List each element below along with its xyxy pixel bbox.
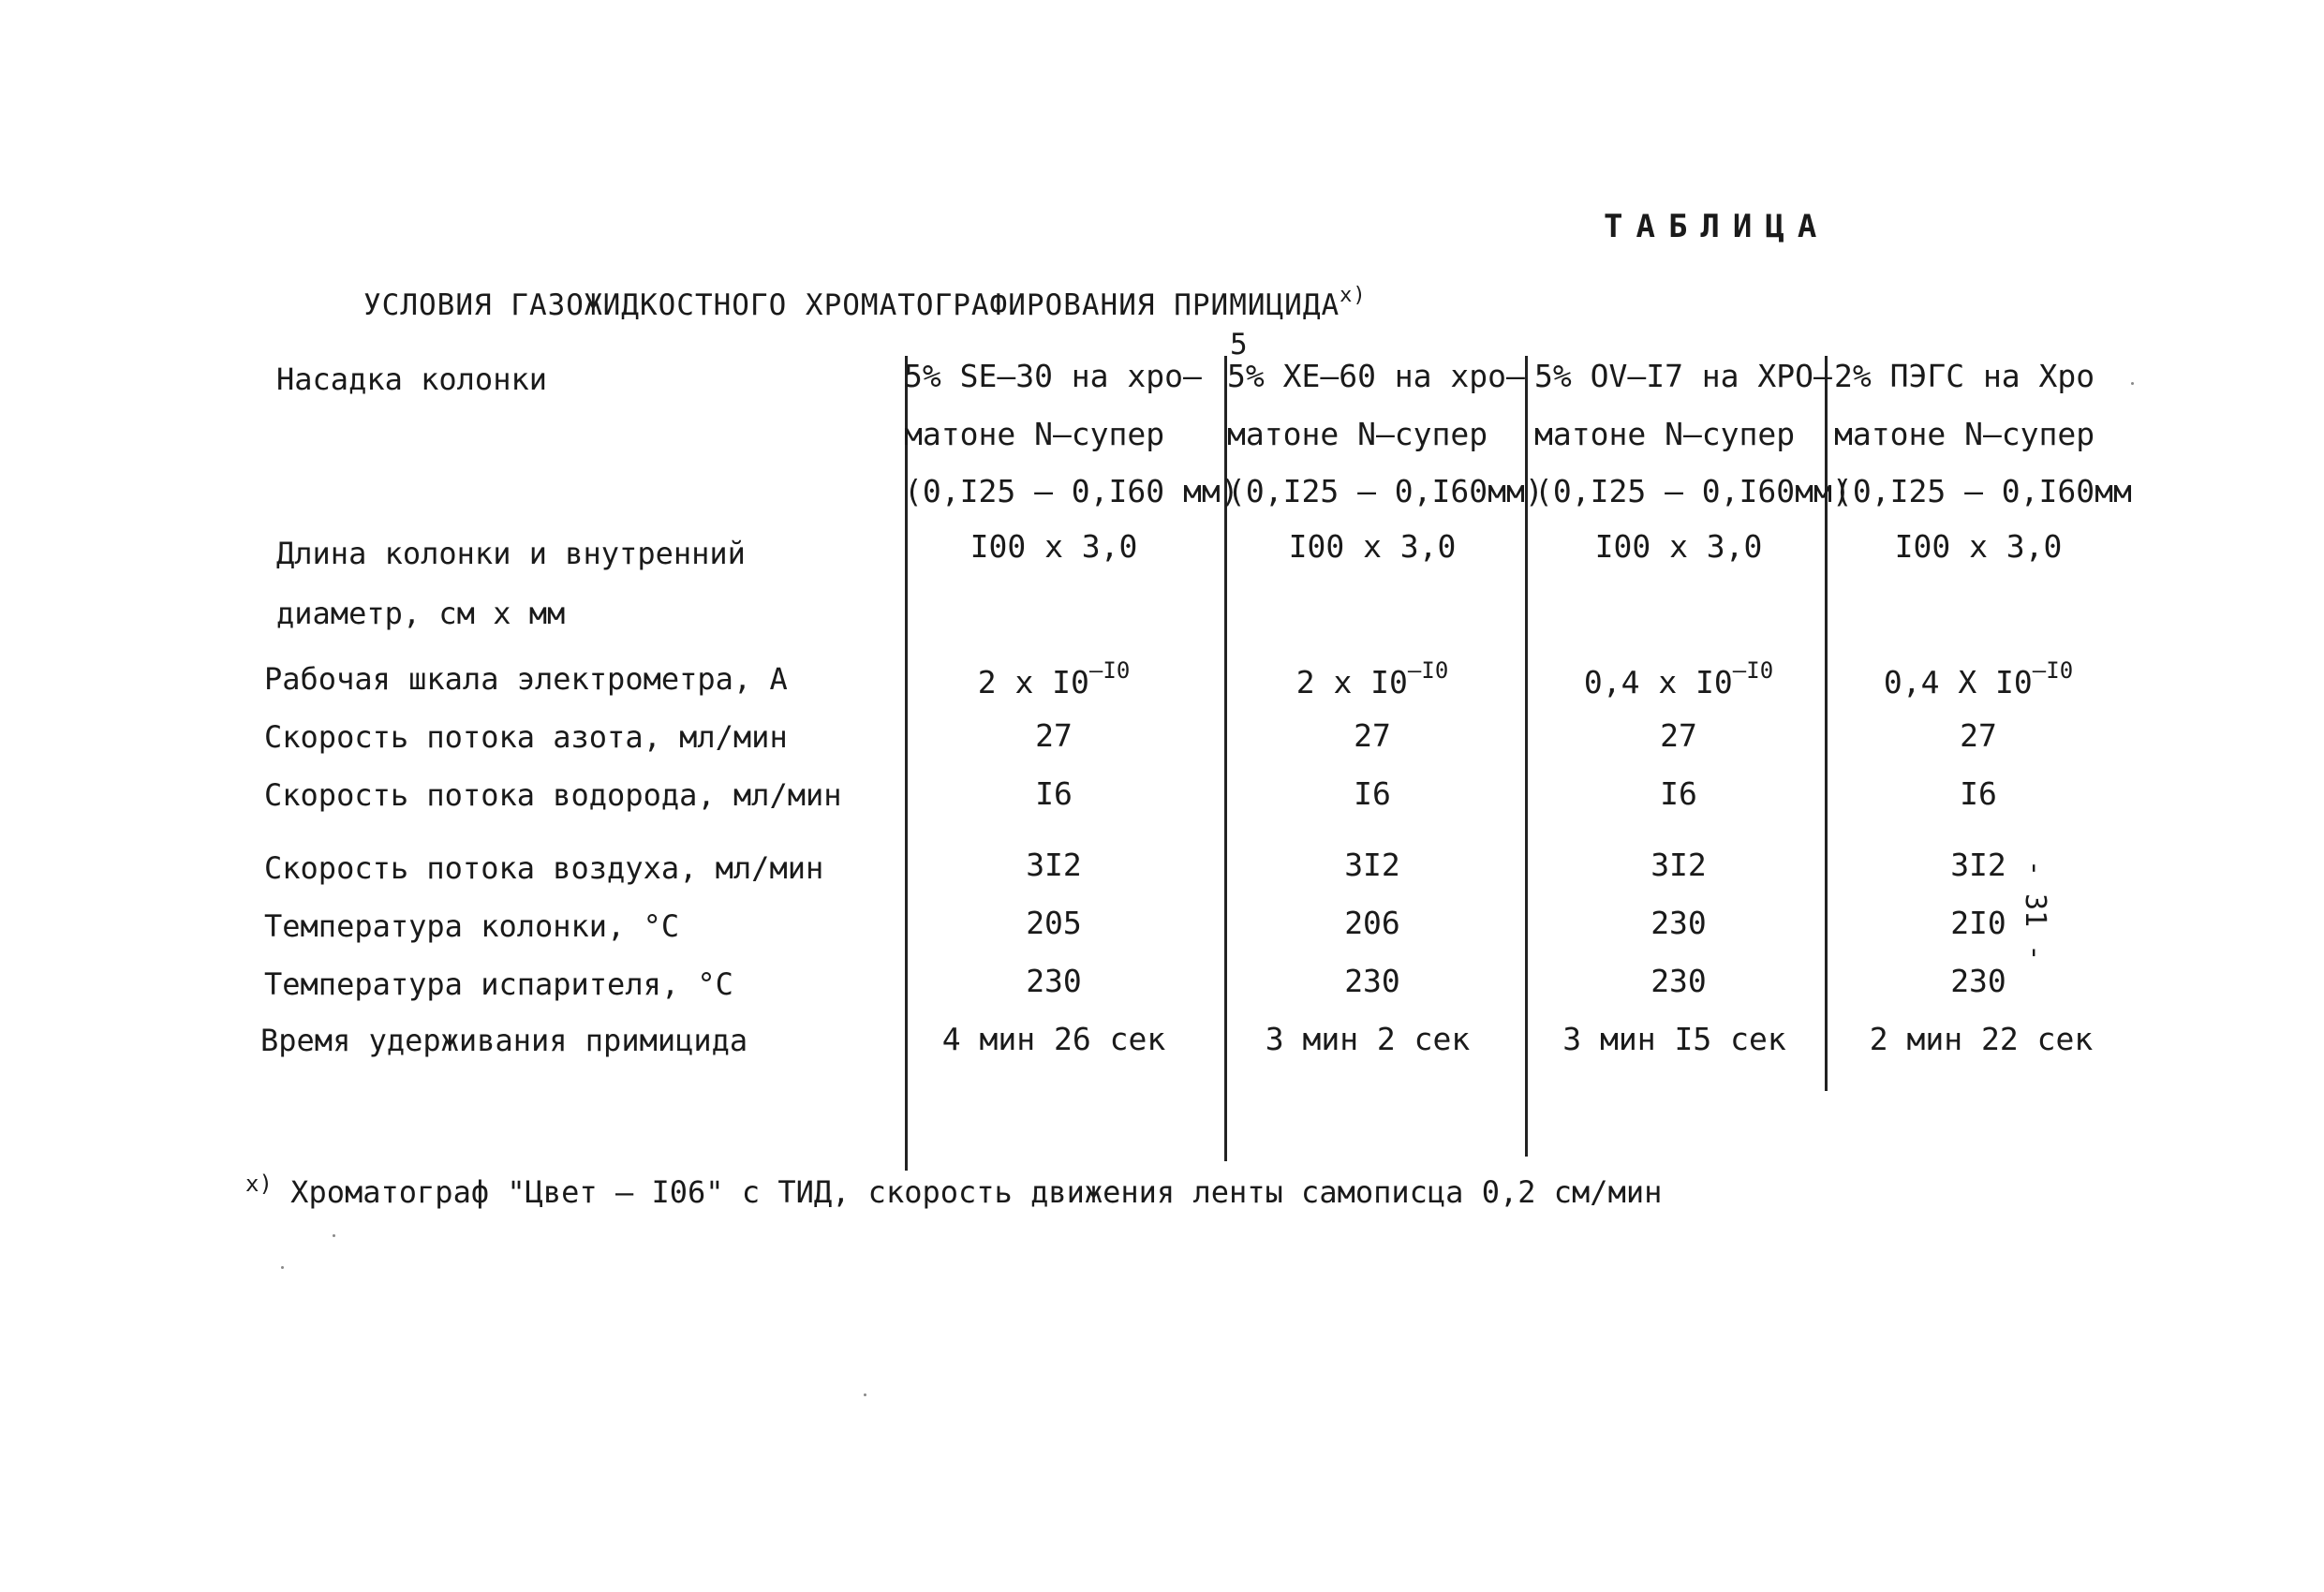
air-col4: 3I2 (1950, 847, 2006, 883)
row-label-column-length-line2: диаметр, см х мм (276, 596, 566, 631)
packing-col1-line2: матоне N–супер (904, 416, 1165, 452)
packing-col2-line2: матоне N–супер (1227, 416, 1488, 452)
hydrogen-col3: I6 (1660, 775, 1697, 812)
scan-speck (333, 1234, 335, 1237)
packing-col4-line2: матоне N–супер (1834, 416, 2095, 452)
scale-col3-exp: –I0 (1732, 657, 1774, 684)
scale-col3-base: 0,4 x I0 (1583, 664, 1733, 700)
row-label-hydrogen-flow: Скорость потока водорода, мл/мин (264, 777, 842, 813)
evap-temp-col3: 230 (1650, 963, 1707, 999)
retention-col2: 3 мин 2 сек (1265, 1021, 1471, 1057)
table-title-text: УСЛОВИЯ ГАЗОЖИДКОСТНОГО ХРОМАТОГРАФИРОВАНИЯ ПРИМИЦИДА (363, 288, 1340, 322)
scan-speck (864, 1393, 866, 1396)
hydrogen-col1: I6 (1035, 775, 1073, 812)
nitrogen-col4: 27 (1960, 717, 1997, 754)
scale-col2 (1232, 657, 1513, 700)
page-number-top: 5 (1230, 328, 1248, 361)
hydrogen-col4: I6 (1960, 775, 1997, 812)
col-temp-col4: 2I0 (1950, 905, 2006, 941)
row-label-nitrogen-flow: Скорость потока азота, мл/мин (264, 719, 788, 755)
length-col4: I00 x 3,0 (1894, 528, 2063, 565)
scale-col2-exp: –I0 (1407, 657, 1449, 684)
scan-speck (281, 1266, 284, 1269)
nitrogen-col3: 27 (1660, 717, 1697, 754)
page-number-side: - 31 - (2019, 860, 2051, 962)
scale-col1 (913, 657, 1194, 700)
packing-col3-line1: 5% OV–I7 на ХРО– (1534, 358, 1832, 394)
scale-col4 (1838, 657, 2119, 700)
table-title (363, 284, 1367, 322)
retention-col3: 3 мин I5 сек (1562, 1021, 1786, 1057)
row-label-electrometer-scale: Рабочая шкала электрометра, А (264, 661, 788, 697)
packing-col1-line3: (0,I25 – 0,I60 мм) (904, 473, 1239, 509)
row-label-column-length-line1: Длина колонки и внутренний (276, 536, 746, 571)
evap-temp-col4: 230 (1950, 963, 2006, 999)
scale-col2-base: 2 x I0 (1295, 664, 1408, 700)
evap-temp-col2: 230 (1344, 963, 1400, 999)
col-temp-col2: 206 (1344, 905, 1400, 941)
packing-col4-line1: 2% ПЭГС на Хро (1834, 358, 2095, 394)
packing-col1-line1: 5% SE–30 на хро– (904, 358, 1202, 394)
row-label-column-temperature: Температура колонки, °С (264, 908, 680, 944)
hydrogen-col2: I6 (1354, 775, 1391, 812)
scale-col4-exp: –I0 (2032, 657, 2074, 684)
packing-col2-line1: 5% XE–60 на хро– (1227, 358, 1525, 394)
nitrogen-col1: 27 (1035, 717, 1073, 754)
footnote-mark: x) (245, 1171, 273, 1197)
length-col1: I00 x 3,0 (970, 528, 1138, 565)
packing-col3-line2: матоне N–супер (1534, 416, 1796, 452)
row-label-evaporator-temperature: Температура испарителя, °С (264, 966, 733, 1002)
length-col2: I00 x 3,0 (1288, 528, 1457, 565)
table-heading: ТАБЛИЦА (1604, 208, 1830, 245)
packing-col3-line3: (0,I25 – 0,I60мм) (1534, 473, 1851, 509)
scale-col3 (1538, 657, 1819, 700)
packing-col2-line3: (0,I25 – 0,I60мм) (1227, 473, 1544, 509)
retention-col1: 4 мин 26 сек (941, 1021, 1166, 1057)
length-col3: I00 x 3,0 (1594, 528, 1763, 565)
column-divider-4 (1825, 356, 1828, 1091)
row-label-column-packing: Насадка колонки (276, 361, 547, 397)
retention-col4: 2 мин 22 сек (1869, 1021, 2094, 1057)
scan-speck (2131, 382, 2134, 385)
scale-col4-base: 0,4 X I0 (1883, 664, 2033, 700)
col-temp-col3: 230 (1650, 905, 1707, 941)
air-col2: 3I2 (1344, 847, 1400, 883)
packing-col4-line3: (0,I25 – 0,I60мм (1834, 473, 2132, 509)
row-label-air-flow: Скорость потока воздуха, мл/мин (264, 850, 824, 886)
air-col3: 3I2 (1650, 847, 1707, 883)
col-temp-col1: 205 (1026, 905, 1082, 941)
footnote-text: Хроматограф "Цвет – I06" с ТИД, скорость движения ленты самописца 0,2 см/мин (290, 1174, 1663, 1210)
table-footnote (245, 1171, 1662, 1210)
air-col1: 3I2 (1026, 847, 1082, 883)
scale-col1-exp: –I0 (1088, 657, 1131, 684)
scale-col1-base: 2 x I0 (977, 664, 1089, 700)
evap-temp-col1: 230 (1026, 963, 1082, 999)
nitrogen-col2: 27 (1354, 717, 1391, 754)
title-footnote-mark: x) (1340, 284, 1367, 307)
row-label-retention-time: Время удерживания примицида (260, 1023, 748, 1058)
